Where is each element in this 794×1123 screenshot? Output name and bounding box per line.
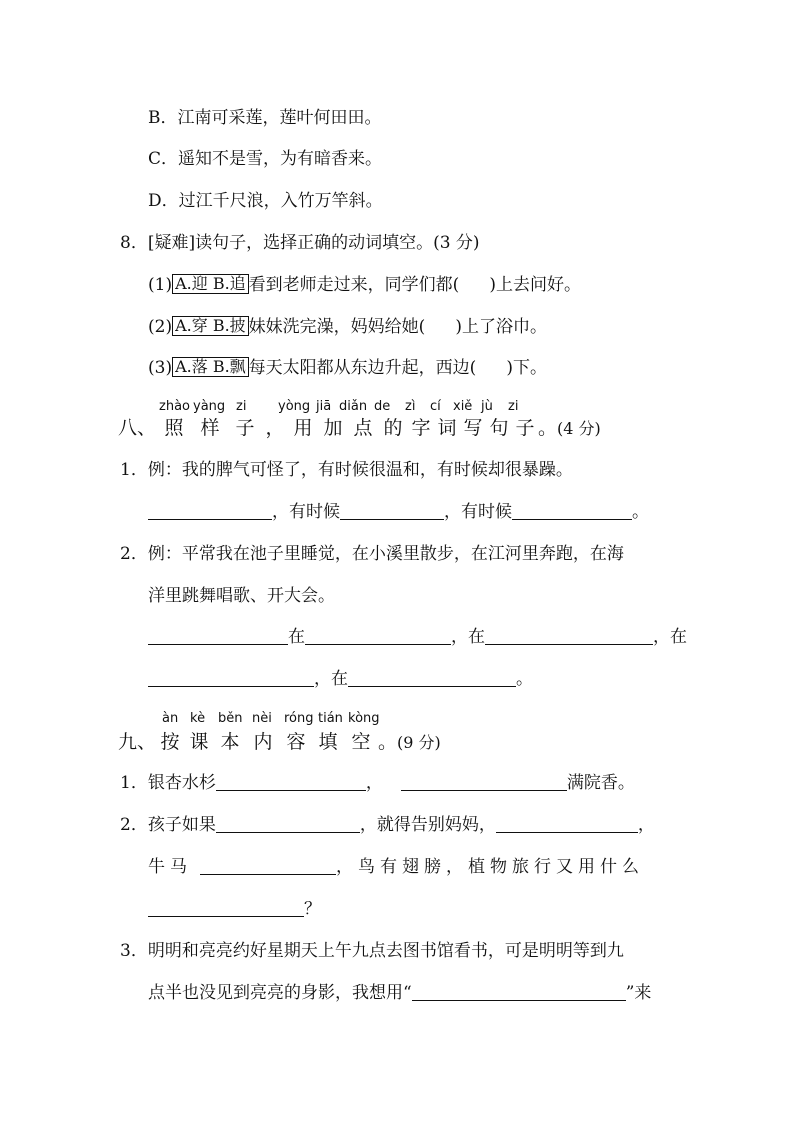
heading-period: 。 — [378, 731, 398, 753]
sec8-q1-word-1: 有时候 — [289, 502, 340, 522]
heading-char: 样 — [200, 417, 220, 439]
sec9-q2-line3 — [148, 897, 321, 921]
q8-item-1-choices: A.迎 B.追 — [172, 274, 249, 294]
pinyin-kong: kòng — [348, 711, 380, 726]
heading-char: ， — [265, 417, 285, 439]
sec9-q3-blank-1[interactable] — [412, 982, 626, 1001]
section-9-heading — [118, 729, 441, 756]
pinyin-xie: xiě — [453, 399, 473, 414]
punct: 。 — [632, 502, 649, 522]
sec8-q2-blank-3[interactable] — [485, 626, 653, 645]
heading-char: 子 — [235, 417, 255, 439]
sec9-q2-blank-3[interactable] — [200, 856, 336, 875]
heading-char: 子 — [515, 417, 535, 439]
q8-item-3-pre: 每天太阳都从东边升起，西边( — [248, 358, 477, 378]
sec8-q1-blank-2[interactable] — [340, 501, 444, 520]
section-8-heading — [118, 415, 601, 442]
heading-char: 空 — [351, 731, 371, 753]
option-b: B．江南可采莲，莲叶何田田。 — [148, 108, 382, 128]
sec8-q2-blank-2[interactable] — [305, 626, 451, 645]
sec8-q2-blank-1[interactable] — [148, 626, 288, 645]
heading-char: 字 — [411, 417, 431, 439]
heading-char: 本 — [220, 731, 240, 753]
sec9-q3-line1: 3．明明和亮亮约好星期天上午九点去图书馆看书，可是明明等到九 — [120, 941, 624, 961]
heading-char: 的 — [383, 417, 403, 439]
sec9-q3-line2-pre: 点半也没见到亮亮的身影，我想用“ — [148, 983, 412, 1003]
word-zai: 在 — [468, 627, 485, 647]
heading-char: 词 — [437, 417, 457, 439]
word-zai: 在 — [331, 669, 348, 689]
sec9-q2-line2 — [148, 855, 644, 879]
pinyin-tian: tián — [318, 711, 343, 726]
q8-item-3-post: )下。 — [506, 358, 547, 378]
sec9-q2-mid: ，就得告别妈妈， — [359, 815, 496, 835]
sec8-q1-blank-3[interactable] — [512, 501, 632, 520]
punct: ？ — [304, 899, 321, 919]
punct: ， — [365, 773, 383, 793]
word-zai: 在 — [288, 627, 305, 647]
pinyin-nei: nèi — [252, 711, 272, 726]
heading-char: 课 — [189, 731, 209, 753]
pinyin-yong: yòng — [278, 399, 311, 414]
pinyin-an: àn — [162, 711, 179, 726]
q8-item-2-num: (2) — [148, 317, 173, 337]
punct: ， — [314, 669, 331, 689]
q8-item-3-num: (3) — [148, 358, 173, 378]
q8-item-1-num: (1) — [148, 275, 173, 295]
q8-item-2-pre: 妹妹洗完澡，妈妈给她( — [248, 317, 426, 337]
section-9-score: (9 分) — [397, 733, 441, 752]
sec9-q1-post: 满院香。 — [566, 773, 635, 793]
pinyin-dian: diǎn — [339, 399, 368, 414]
punct: ， — [444, 502, 461, 522]
q8-title: 8．[疑难]读句子，选择正确的动词填空。(3 分) — [120, 233, 480, 253]
q8-item-1 — [148, 273, 581, 297]
sec8-q2-blank-5[interactable] — [348, 668, 516, 687]
sec8-q2-example-line2: 洋里跳舞唱歌、开大会。 — [148, 586, 335, 606]
sec9-q2-blank-1[interactable] — [216, 814, 360, 833]
sec8-q1-example: 1．例：我的脾气可怪了，有时候很温和，有时候却很暴躁。 — [120, 460, 573, 480]
punct: ， — [653, 627, 670, 647]
punct: 。 — [516, 669, 533, 689]
heading-char: 加 — [323, 417, 343, 439]
heading-char: 点 — [353, 417, 373, 439]
sec8-q1-word-2: 有时候 — [461, 502, 512, 522]
sec9-q1 — [120, 771, 635, 795]
heading-char: 照 — [164, 417, 184, 439]
sec8-q1-blank-1[interactable] — [148, 501, 272, 520]
sec8-q2-example-line1: 2．例：平常我在池子里睡觉，在小溪里散步，在江河里奔跑，在海 — [120, 544, 624, 564]
heading-char: 用 — [293, 417, 313, 439]
word-zai: 在 — [670, 627, 687, 647]
heading-char: 内 — [253, 731, 273, 753]
pinyin-zi3: zi — [508, 399, 519, 414]
sec9-q2-blank-2[interactable] — [496, 814, 638, 833]
punct: ， — [451, 627, 468, 647]
pinyin-de: de — [374, 399, 391, 414]
section-9-number: 九、 — [118, 731, 157, 753]
heading-char: 写 — [463, 417, 483, 439]
q8-item-2 — [148, 315, 547, 339]
q8-item-3 — [148, 356, 547, 380]
sec8-q2-answer-line-1 — [148, 625, 687, 649]
sec9-q1-blank-1[interactable] — [216, 772, 366, 791]
heading-char: 填 — [318, 731, 338, 753]
sec9-q1-blank-2[interactable] — [401, 772, 567, 791]
section-8-score: (4 分) — [557, 419, 601, 438]
sec8-q2-answer-line-2 — [148, 667, 533, 691]
pinyin-ju: jù — [481, 399, 493, 414]
sec8-q2-blank-4[interactable] — [148, 668, 314, 687]
sec9-q2-pre: 2．孩子如果 — [120, 815, 216, 835]
sec9-q2-blank-4[interactable] — [148, 898, 304, 917]
sec9-q2-line1 — [120, 813, 655, 837]
sec9-q1-pre: 1．银杏水杉 — [120, 773, 216, 793]
section-8-number: 八、 — [118, 417, 157, 439]
sec9-q3-line2-post: ”来 — [625, 983, 652, 1003]
pinyin-ben: běn — [218, 711, 243, 726]
pinyin-jia: jiā — [316, 399, 332, 414]
pinyin-zi2: zì — [405, 399, 416, 414]
pinyin-ke: kè — [190, 711, 206, 726]
pinyin-rong: róng — [284, 711, 314, 726]
punct: ， — [272, 502, 289, 522]
heading-char: 句 — [489, 417, 509, 439]
q8-item-2-choices: A.穿 B.披 — [172, 316, 249, 336]
option-c: C．遥知不是雪，为有暗香来。 — [148, 149, 383, 169]
sec9-q3-line2 — [148, 981, 651, 1005]
sec9-q2-line2-b: ，鸟有翅膀，植物旅行又用什么 — [336, 857, 644, 877]
q8-item-2-post: )上了浴巾。 — [455, 317, 547, 337]
heading-char: 按 — [160, 731, 180, 753]
q8-item-1-post: )上去问好。 — [489, 275, 581, 295]
punct: ， — [637, 815, 655, 835]
heading-period: 。 — [538, 417, 558, 439]
option-d: D．过江千尺浪，入竹万竿斜。 — [148, 191, 383, 211]
sec8-q1-answer-line — [148, 500, 649, 524]
pinyin-yang: yàng — [193, 399, 226, 414]
pinyin-zi: zi — [236, 399, 247, 414]
pinyin-zhao: zhào — [159, 399, 190, 414]
pinyin-ci: cí — [430, 399, 441, 414]
q8-item-3-choices: A.落 B.飘 — [172, 357, 249, 377]
sec9-q2-line2-a: 牛马 — [148, 857, 192, 877]
q8-item-1-pre: 看到老师走过来，同学们都( — [248, 275, 460, 295]
heading-char: 容 — [286, 731, 306, 753]
